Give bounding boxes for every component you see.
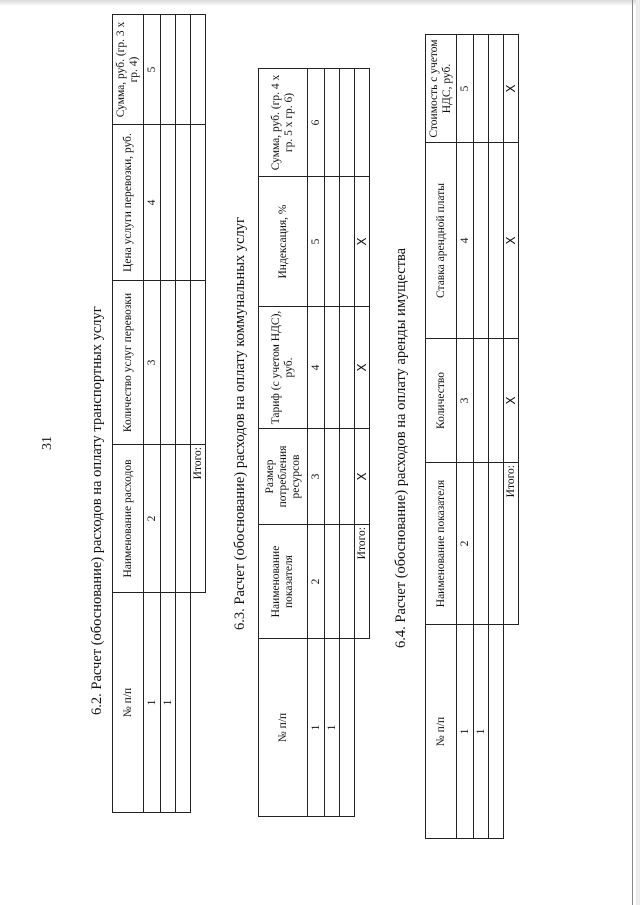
column-number: 5 (144, 15, 161, 125)
column-header: Размер потребления ресурсов (259, 429, 308, 525)
table-cell (176, 125, 191, 281)
table-cell (474, 339, 489, 463)
column-number: 1 (144, 593, 161, 813)
scan-edge-line (632, 0, 633, 905)
table-cell (191, 125, 206, 281)
total-cross-mark: X (504, 35, 519, 143)
column-header: Наименование показателя (426, 463, 457, 625)
table-cell (176, 15, 191, 125)
table-cell (176, 593, 191, 813)
table-cell (176, 281, 191, 445)
table-cell (474, 143, 489, 339)
column-header: № п/п (426, 625, 457, 839)
table-cell (489, 463, 504, 625)
column-header: Тариф (с учетом НДС), руб. (259, 307, 308, 429)
table-cell (325, 429, 340, 525)
total-label: Итого: (504, 463, 519, 625)
total-cross-mark: X (355, 177, 370, 307)
column-header: Стоимость с учетом НДС, руб. (426, 35, 457, 143)
table-cell (340, 69, 355, 177)
section-6-2-title: 6.2. Расчет (обоснование) расходов на оплату транспортных услуг (89, 306, 105, 715)
section-6-4-title: 6.4. Расчет (обоснование) расходов на оплату аренды имущества (393, 247, 409, 648)
table-cell (474, 463, 489, 625)
column-header: Ставка арендной платы (426, 143, 457, 339)
table-cell (489, 625, 504, 839)
row-index: 1 (161, 593, 176, 813)
column-header: Количество услуг перевозки (113, 281, 144, 445)
column-number: 2 (457, 463, 474, 625)
column-header: Количество (426, 339, 457, 463)
total-label: Итого: (191, 445, 206, 593)
column-header: № п/п (259, 639, 308, 817)
column-number: 4 (308, 307, 325, 429)
column-number: 4 (457, 143, 474, 339)
table-cell (340, 177, 355, 307)
column-number: 1 (308, 639, 325, 817)
table-cell (474, 35, 489, 143)
table-cell (191, 15, 206, 125)
total-cross-mark: X (504, 339, 519, 463)
table-cell (340, 639, 355, 817)
total-cross-mark: X (355, 307, 370, 429)
table-cell (325, 525, 340, 639)
table-row (489, 35, 504, 839)
column-number: 4 (144, 125, 161, 281)
table-cell (325, 69, 340, 177)
page-number: 31 (40, 436, 55, 450)
total-row (355, 69, 370, 817)
table-cell (340, 429, 355, 525)
section-6-3-title: 6.3. Расчет (обоснование) расходов на оплату коммунальных услуг (232, 217, 248, 630)
total-row (504, 35, 519, 839)
table-cell (489, 35, 504, 143)
column-number: 1 (457, 625, 474, 839)
column-number: 3 (308, 429, 325, 525)
column-number: 6 (308, 69, 325, 177)
table-row (176, 15, 191, 813)
transport-services-table (112, 14, 206, 813)
utility-services-table (258, 68, 370, 817)
column-header: Сумма, руб. (гр. 4 х гр. 5 х гр. 6) (259, 69, 308, 177)
total-cross-mark: X (504, 143, 519, 339)
column-number: 3 (144, 281, 161, 445)
column-header: Сумма, руб. (гр. 3 х гр. 4) (113, 15, 144, 125)
table-row (474, 35, 489, 839)
column-header: Индексация, % (259, 177, 308, 307)
column-header: Наименование расходов (113, 445, 144, 593)
table-cell (161, 281, 176, 445)
table-cell (191, 281, 206, 445)
table-cell (355, 69, 370, 177)
table-row (340, 69, 355, 817)
column-number: 3 (457, 339, 474, 463)
total-label: Итого: (355, 525, 370, 639)
property-rental-table (425, 34, 519, 839)
table-row (161, 15, 176, 813)
table-cell (489, 339, 504, 463)
table-cell (161, 445, 176, 593)
table-cell (325, 177, 340, 307)
row-index: 1 (325, 639, 340, 817)
column-header: Наименование показателя (259, 525, 308, 639)
table-row (325, 69, 340, 817)
column-number: 2 (308, 525, 325, 639)
total-row (191, 15, 206, 813)
column-header: Цена услуги перевозки, руб. (113, 125, 144, 281)
table-cell (161, 15, 176, 125)
table-cell (161, 125, 176, 281)
row-index: 1 (474, 625, 489, 839)
table-cell (176, 445, 191, 593)
column-header: № п/п (113, 593, 144, 813)
table-cell (340, 525, 355, 639)
column-number: 5 (457, 35, 474, 143)
column-number: 2 (144, 445, 161, 593)
table-cell (340, 307, 355, 429)
table-cell (489, 143, 504, 339)
column-number: 5 (308, 177, 325, 307)
table-cell (325, 307, 340, 429)
total-cross-mark: X (355, 429, 370, 525)
